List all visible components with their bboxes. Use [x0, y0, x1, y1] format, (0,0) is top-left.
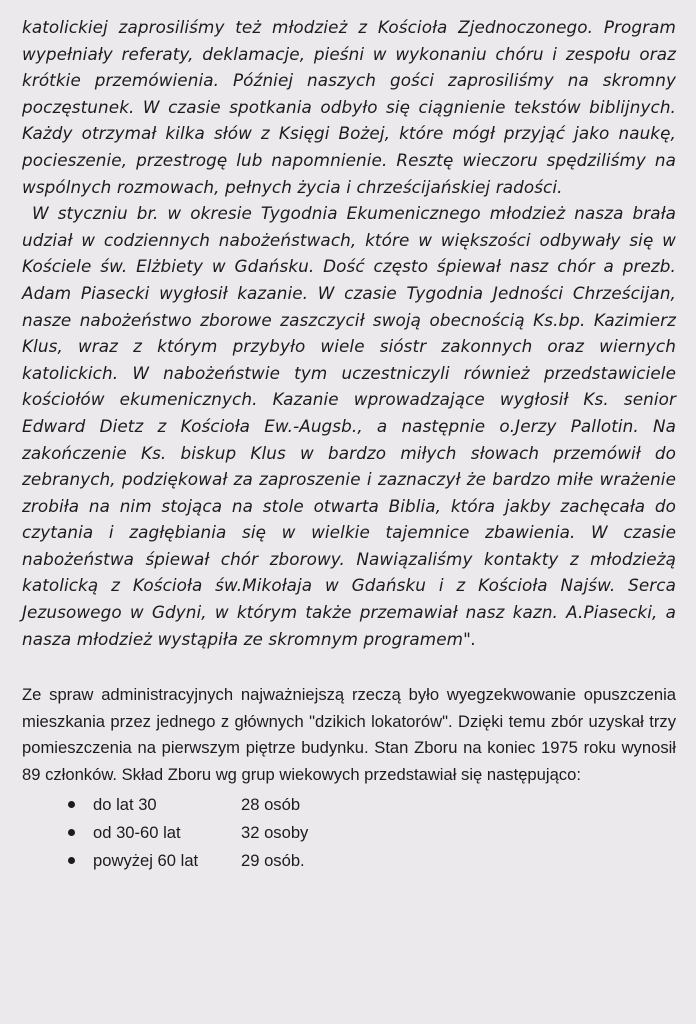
- age-group-count: 28 osób: [241, 794, 301, 814]
- bullet-icon: [68, 801, 75, 808]
- age-group-label: powyżej 60 lat: [93, 850, 199, 870]
- chronicle-paragraph-1: katolickiej zaprosiliśmy też młodzież z Kościoła Zjednoczonego. Program wypełniały referaty, deklamacje, pieśni w wykonaniu chóru i zespołu oraz krótkie przemówienia. Później naszych gości zaprosiliśmy na skromny poczęstunek. W czasie spotkania odbyło się ciągnienie tekstów biblijnych. Każdy otrzymał kilka słów z Księgi Bożej, które mógł przyjąć jako naukę, pocieszenie, przestrogę lub napomnienie. Resztę wieczoru spędziliśmy na wspólnych rozmowach, pełnych życia i chrześcijańskiej radości.: [22, 17, 676, 197]
- document-page: [22, 14, 676, 875]
- age-group-list: [22, 791, 676, 875]
- administration-paragraph: Ze spraw administracyjnych najważniejszą rzeczą było wyegzekwowanie opuszczenia mieszkania przez jednego z głównych "dzikich lokatorów". Dzięki temu zbór uzyskał trzy pomieszczenia na pierwszym piętrze budynku. Stan Zboru na koniec 1975 roku wynosił 89 członków. Skład Zboru wg grup wiekowych przedstawiał się następująco:: [22, 685, 676, 785]
- age-group-count: 32 osoby: [241, 822, 309, 842]
- age-group-count: 29 osób.: [241, 850, 305, 870]
- list-item: [22, 847, 676, 875]
- chronicle-quote: [22, 14, 676, 652]
- administration-section: [22, 682, 676, 874]
- chronicle-paragraph-2: W styczniu br. w okresie Tygodnia Ekumenicznego młodzież nasza brała udział w codziennych nabożeństwach, które w większości odbywały się w Kościele św. Elżbiety w Gdańsku. Dość często śpiewał nasz chór a prezb. Adam Piasecki wygłosił kazanie. W czasie Tygodnia Jedności Chrześcijan, nasze nabożeństwo zborowe zaszczycił swoją obecnością Ks.bp. Kazimierz Klus, wraz z którym przybyło wiele sióstr zakonnych oraz wiernych katolickich. W nabożeństwie tym uczestniczyli również przedstawiciele kościołów ekumenicznych. Kazanie wprowadzające wygłosił Ks. senior Edward Dietz z Kościoła Ew.-Augsb., a następnie o.Jerzy Pallotin. Na zakończenie Ks. biskup Klus w bardzo miłych słowach przemówił do zebranych, podziękował za zaproszenie i zaznaczył że bardzo miłe wrażenie zrobiła na nim stojąca na stole otwarta Biblia, która jakby zachęcała do czytania i zagłębiania się w wielkie tajemnice zbawienia. W czasie nabożeństwa śpiewał chór zborowy. Nawiązaliśmy kontakty z młodzieżą katolicką z Kościoła św.Mikołaja w Gdańsku i z Kościoła Najśw. Serca Jezusowego w Gdyni, w którym także przemawiał nasz kazn. A.Piasecki, a nasza młodzież wystąpiła ze skromnym programem".: [22, 203, 676, 649]
- bullet-icon: [68, 829, 75, 836]
- age-group-label: od 30-60 lat: [93, 822, 181, 842]
- bullet-icon: [68, 857, 75, 864]
- list-item: [22, 791, 676, 819]
- age-group-label: do lat 30: [93, 794, 157, 814]
- list-item: [22, 819, 676, 847]
